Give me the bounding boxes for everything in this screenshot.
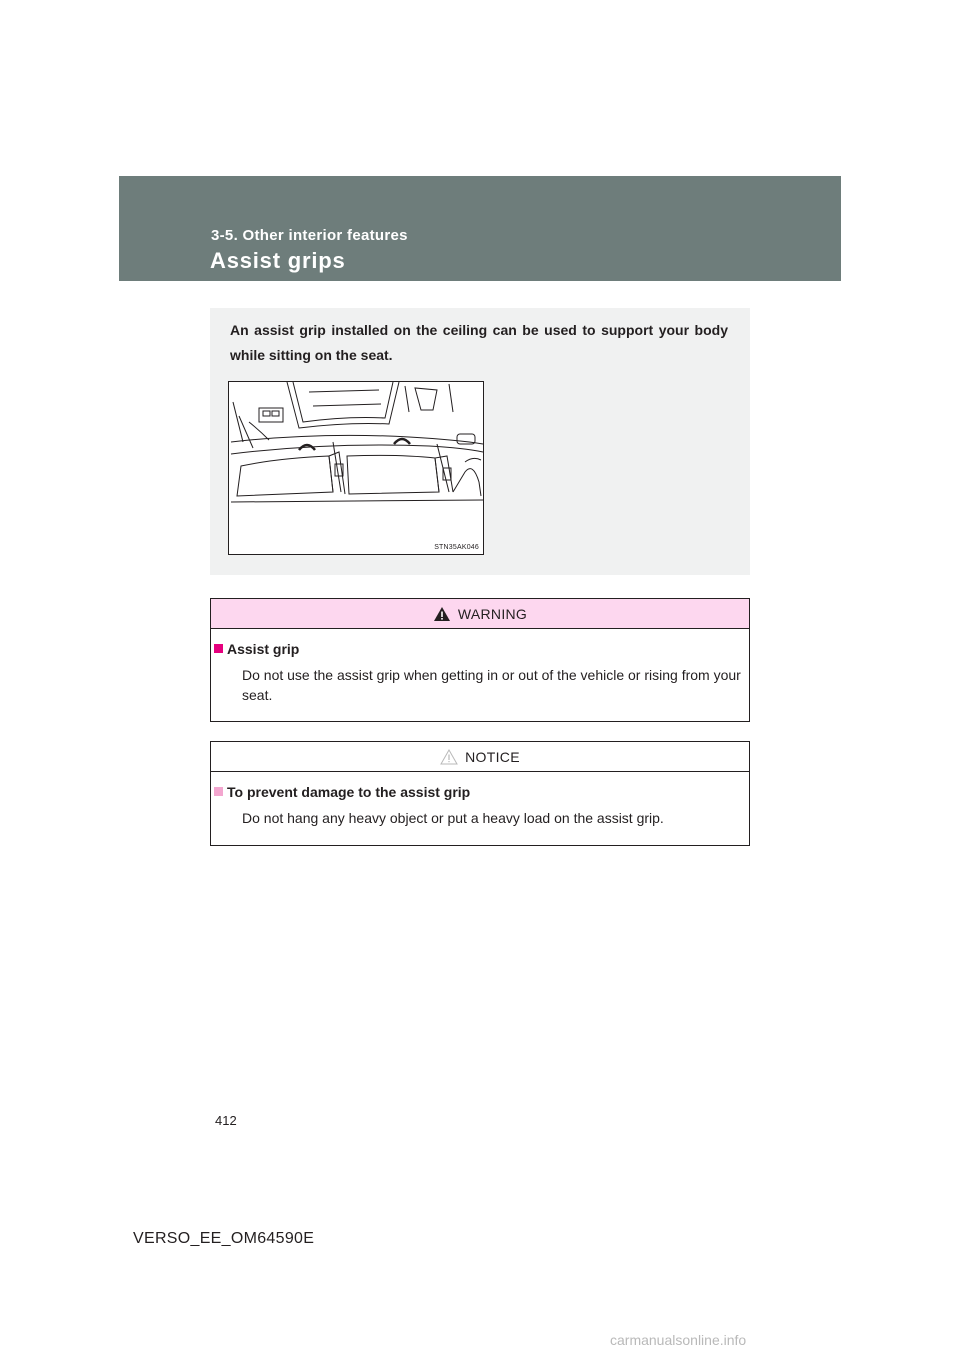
notice-box [210,741,750,846]
intro-box [210,308,750,575]
warning-header [211,599,749,629]
notice-item-title-text: To prevent damage to the assist grip [227,784,471,800]
warning-box [210,598,750,722]
section-header [119,176,841,281]
intro-text: An assist grip installed on the ceiling can be used to support your body while sitting on the seat. [230,322,728,363]
assist-grip-illustration [228,381,484,555]
notice-triangle-icon [440,749,458,765]
warning-item-text: Do not use the assist grip when getting in or out of the vehicle or rising from your seat. [242,667,741,703]
ceiling-interior-drawing [229,382,484,555]
page-title: Assist grips [210,248,346,273]
square-bullet-icon [214,644,223,653]
square-bullet-icon [214,787,223,796]
warning-heading: WARNING [457,605,528,622]
notice-header [211,742,749,772]
watermark: carmanualsonline.info [610,1332,747,1348]
notice-item-text: Do not hang any heavy object or put a heavy load on the assist grip. [242,810,664,826]
page-number: 412 [215,1113,237,1128]
notice-body [211,772,749,828]
notice-heading: NOTICE [465,748,520,765]
document-code: VERSO_EE_OM64590E [133,1230,315,1247]
figure-code: STN35AK046 [434,544,479,551]
warning-item-title [211,641,749,657]
warning-body [211,629,749,705]
warning-triangle-icon [433,606,451,622]
warning-item-title-text: Assist grip [227,641,300,657]
notice-item-title [211,784,749,800]
section-label: 3-5. Other interior features [211,227,408,244]
